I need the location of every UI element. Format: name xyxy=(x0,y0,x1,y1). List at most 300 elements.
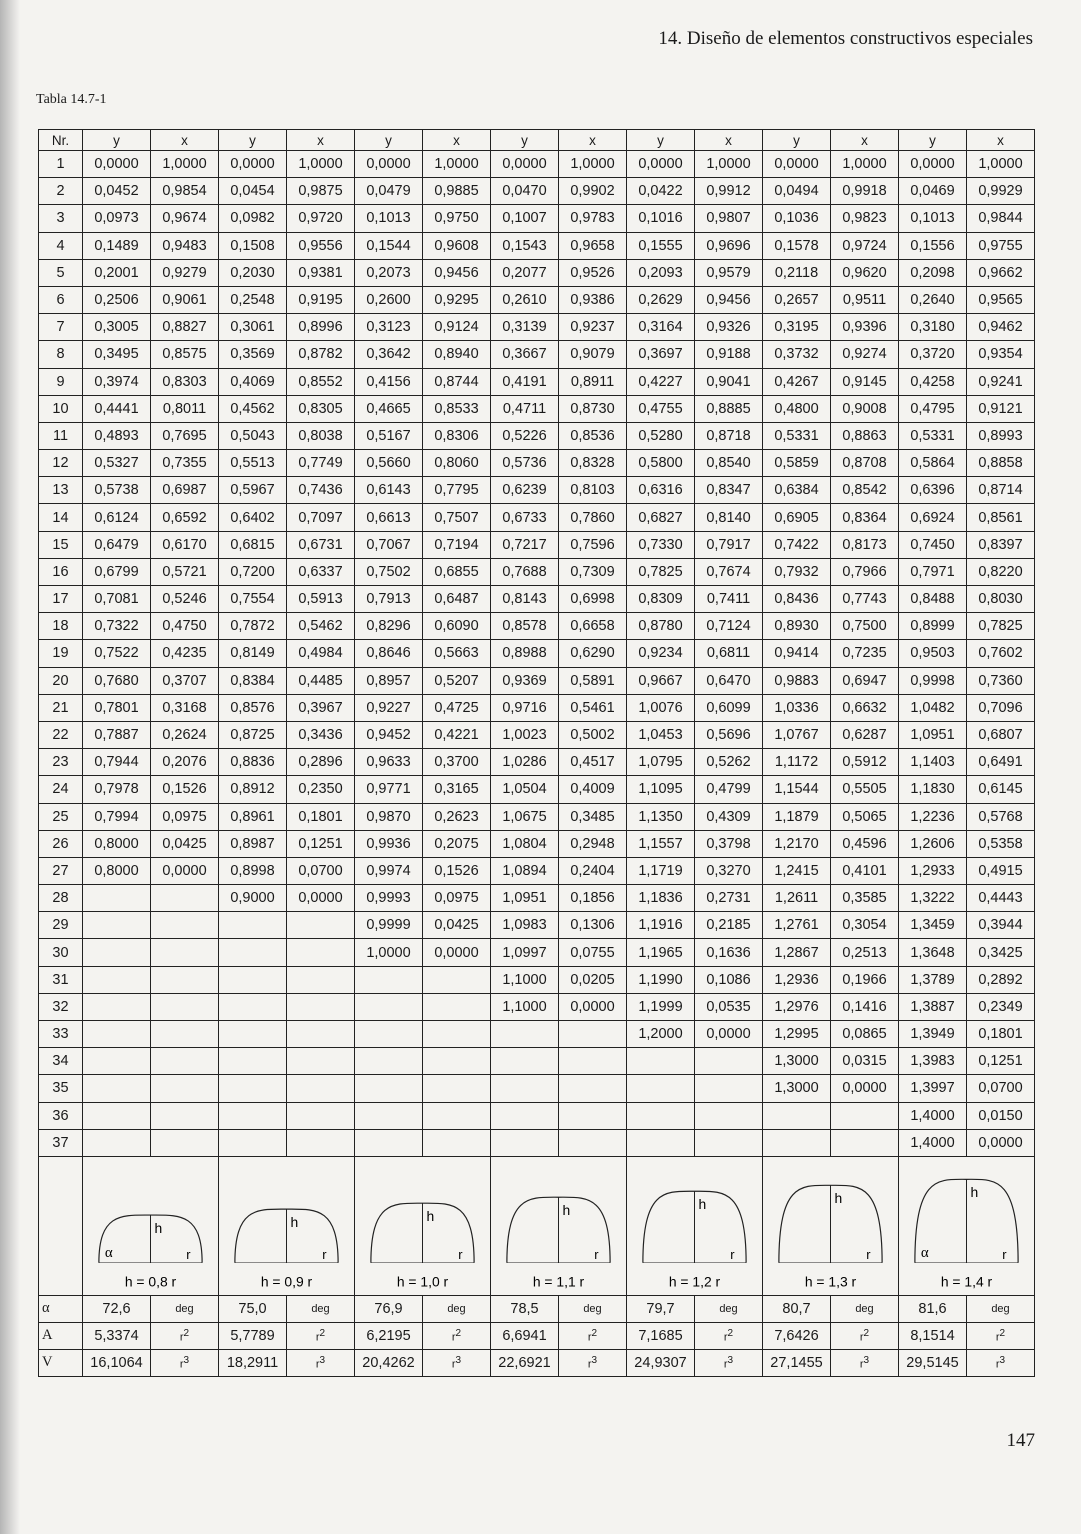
unit-r: r xyxy=(315,1358,320,1371)
profile-diagram-cell xyxy=(899,1156,1035,1295)
table-cell: 0,3495 xyxy=(83,341,151,368)
header-x: x xyxy=(559,130,627,151)
table-cell: 0,5768 xyxy=(967,803,1035,830)
summary-unit xyxy=(967,1295,1035,1322)
table-row xyxy=(39,1102,1035,1129)
table-cell: 1,1916 xyxy=(627,912,695,939)
table-cell xyxy=(83,1048,151,1075)
table-cell: 0,2001 xyxy=(83,259,151,286)
table-cell: 0,8305 xyxy=(287,395,355,422)
table-cell: 0,0470 xyxy=(491,178,559,205)
table-cell: 0,4235 xyxy=(151,640,219,667)
table-cell: 0,8961 xyxy=(219,803,287,830)
table-cell: 0,9195 xyxy=(287,286,355,313)
table-row xyxy=(39,830,1035,857)
summary-unit xyxy=(287,1295,355,1322)
table-cell: 0,9875 xyxy=(287,178,355,205)
table-cell: 0,4221 xyxy=(423,721,491,748)
table-cell: 0,9237 xyxy=(559,314,627,341)
table-cell: 0,8552 xyxy=(287,368,355,395)
table-cell: 0,5331 xyxy=(899,422,967,449)
table-cell: 0,6815 xyxy=(219,531,287,558)
row-number: 2 xyxy=(39,178,83,205)
table-cell: 0,8143 xyxy=(491,586,559,613)
table-cell: 0,3139 xyxy=(491,314,559,341)
table-cell xyxy=(423,993,491,1020)
table-cell: 0,9783 xyxy=(559,205,627,232)
table-cell xyxy=(423,966,491,993)
unit-deg: deg xyxy=(311,1302,330,1315)
table-cell: 0,5167 xyxy=(355,422,423,449)
table-caption: Tabla 14.7-1 xyxy=(36,92,107,107)
radius-label: r xyxy=(1002,1246,1007,1262)
table-cell: 1,0000 xyxy=(695,151,763,178)
table-cell: 0,9658 xyxy=(559,232,627,259)
summary-value: 81,6 xyxy=(899,1295,967,1322)
table-cell: 0,7688 xyxy=(491,558,559,585)
table-cell: 0,1543 xyxy=(491,232,559,259)
summary-unit xyxy=(559,1295,627,1322)
summary-value: 24,9307 xyxy=(627,1349,695,1376)
table-cell: 0,9633 xyxy=(355,749,423,776)
table-cell: 0,3732 xyxy=(763,341,831,368)
table-cell: 1,3648 xyxy=(899,939,967,966)
table-cell: 0,6731 xyxy=(287,531,355,558)
table-cell: 0,2075 xyxy=(423,830,491,857)
table-cell: 0,7932 xyxy=(763,558,831,585)
table-cell: 0,9565 xyxy=(967,286,1035,313)
table-cell: 0,7200 xyxy=(219,558,287,585)
table-cell: 0,4893 xyxy=(83,422,151,449)
table-cell: 0,9526 xyxy=(559,259,627,286)
table-cell xyxy=(151,1021,219,1048)
table-cell: 0,3697 xyxy=(627,341,695,368)
table-cell: 0,9696 xyxy=(695,232,763,259)
table-cell: 0,4562 xyxy=(219,395,287,422)
table-cell: 0,5663 xyxy=(423,640,491,667)
table-cell: 0,7217 xyxy=(491,531,559,558)
table-cell: 0,3707 xyxy=(151,667,219,694)
radius-label: r xyxy=(186,1246,191,1262)
table-cell: 0,9274 xyxy=(831,341,899,368)
header-y: y xyxy=(763,130,831,151)
summary-unit xyxy=(287,1349,355,1376)
table-cell: 0,9667 xyxy=(627,667,695,694)
table-cell: 0,7978 xyxy=(83,776,151,803)
row-number: 28 xyxy=(39,885,83,912)
table-cell: 0,8836 xyxy=(219,749,287,776)
table-cell: 0,7917 xyxy=(695,531,763,558)
table-cell: 0,6855 xyxy=(423,558,491,585)
table-cell: 0,2629 xyxy=(627,286,695,313)
summary-unit xyxy=(423,1295,491,1322)
table-row xyxy=(39,286,1035,313)
table-cell: 1,2867 xyxy=(763,939,831,966)
table-cell: 0,9124 xyxy=(423,314,491,341)
table-cell: 0,1251 xyxy=(967,1048,1035,1075)
height-label: h xyxy=(562,1202,571,1219)
table-cell: 0,9511 xyxy=(831,286,899,313)
table-cell: 0,0700 xyxy=(967,1075,1035,1102)
table-cell: 0,9724 xyxy=(831,232,899,259)
table-cell: 0,0982 xyxy=(219,205,287,232)
table-cell: 0,0452 xyxy=(83,178,151,205)
table-cell: 0,8364 xyxy=(831,504,899,531)
table-cell: 0,5505 xyxy=(831,776,899,803)
row-number: 17 xyxy=(39,586,83,613)
table-cell xyxy=(559,1129,627,1156)
height-label: h xyxy=(154,1219,163,1236)
table-cell: 0,9000 xyxy=(219,885,287,912)
table-cell: 0,3569 xyxy=(219,341,287,368)
summary-value: 29,5145 xyxy=(899,1349,967,1376)
table-cell xyxy=(151,939,219,966)
table-cell: 1,0023 xyxy=(491,721,559,748)
table-cell: 0,9079 xyxy=(559,341,627,368)
table-cell: 0,6170 xyxy=(151,531,219,558)
unit-exponent: 2 xyxy=(999,1328,1006,1340)
table-cell xyxy=(559,1075,627,1102)
table-cell xyxy=(831,1102,899,1129)
table-cell: 0,3165 xyxy=(423,776,491,803)
table-cell: 0,5246 xyxy=(151,586,219,613)
unit-exponent: 2 xyxy=(183,1328,190,1340)
table-row xyxy=(39,1129,1035,1156)
table-cell: 0,0000 xyxy=(831,1075,899,1102)
table-cell: 1,3789 xyxy=(899,966,967,993)
radius-label: r xyxy=(322,1246,327,1262)
table-cell: 0,5738 xyxy=(83,477,151,504)
table-cell: 0,5513 xyxy=(219,450,287,477)
table-cell: 0,9929 xyxy=(967,178,1035,205)
table-cell: 0,6613 xyxy=(355,504,423,531)
table-cell: 0,2548 xyxy=(219,286,287,313)
table-cell: 1,3983 xyxy=(899,1048,967,1075)
table-row xyxy=(39,1021,1035,1048)
summary-unit xyxy=(559,1349,627,1376)
table-cell xyxy=(423,1102,491,1129)
table-cell xyxy=(287,939,355,966)
summary-value: 72,6 xyxy=(83,1295,151,1322)
table-cell: 0,7971 xyxy=(899,558,967,585)
table-cell: 1,1544 xyxy=(763,776,831,803)
header-y: y xyxy=(627,130,695,151)
table-cell: 0,3974 xyxy=(83,368,151,395)
table-cell xyxy=(695,1129,763,1156)
table-cell: 0,9234 xyxy=(627,640,695,667)
table-cell: 0,9902 xyxy=(559,178,627,205)
table-cell: 0,9579 xyxy=(695,259,763,286)
table-cell: 0,9414 xyxy=(763,640,831,667)
table-cell: 0,6316 xyxy=(627,477,695,504)
table-cell: 0,7872 xyxy=(219,613,287,640)
table-cell: 1,0000 xyxy=(151,151,219,178)
table-cell: 0,9354 xyxy=(967,341,1035,368)
table-cell: 1,2415 xyxy=(763,857,831,884)
table-cell: 0,5207 xyxy=(423,667,491,694)
table-cell: 0,7097 xyxy=(287,504,355,531)
profile-diagram xyxy=(899,1159,1034,1295)
table-cell: 0,5002 xyxy=(559,721,627,748)
table-cell xyxy=(627,1129,695,1156)
table-cell xyxy=(287,1102,355,1129)
table-cell: 0,1016 xyxy=(627,205,695,232)
table-cell: 0,9716 xyxy=(491,694,559,721)
table-cell: 0,9936 xyxy=(355,830,423,857)
table-cell: 0,8000 xyxy=(83,857,151,884)
table-cell: 0,9295 xyxy=(423,286,491,313)
table-cell xyxy=(151,966,219,993)
table-row xyxy=(39,504,1035,531)
table-cell xyxy=(423,1129,491,1156)
table-cell: 0,9885 xyxy=(423,178,491,205)
table-cell: 0,7596 xyxy=(559,531,627,558)
summary-value: 22,6921 xyxy=(491,1349,559,1376)
table-cell: 0,5262 xyxy=(695,749,763,776)
ratio-formula: h = 0,9 r xyxy=(260,1273,313,1290)
table-cell: 0,8533 xyxy=(423,395,491,422)
table-cell: 0,8103 xyxy=(559,477,627,504)
table-cell xyxy=(423,1075,491,1102)
table-cell: 0,8718 xyxy=(695,422,763,449)
table-cell: 0,9883 xyxy=(763,667,831,694)
table-cell: 0,3270 xyxy=(695,857,763,884)
table-cell: 0,1856 xyxy=(559,885,627,912)
summary-value: 8,1514 xyxy=(899,1322,967,1349)
table-cell: 1,1557 xyxy=(627,830,695,857)
unit-exponent: 3 xyxy=(319,1355,326,1367)
table-cell: 1,0951 xyxy=(899,721,967,748)
table-cell: 0,8173 xyxy=(831,531,899,558)
table-cell: 0,3798 xyxy=(695,830,763,857)
table-cell: 0,2030 xyxy=(219,259,287,286)
table-cell: 0,9483 xyxy=(151,232,219,259)
table-cell: 0,3164 xyxy=(627,314,695,341)
table-cell: 0,8940 xyxy=(423,341,491,368)
table-cell: 0,2610 xyxy=(491,286,559,313)
table-cell: 1,2236 xyxy=(899,803,967,830)
table-cell xyxy=(287,912,355,939)
table-cell xyxy=(627,1048,695,1075)
table-cell: 0,7436 xyxy=(287,477,355,504)
table-cell: 0,3436 xyxy=(287,721,355,748)
row-number: 23 xyxy=(39,749,83,776)
table-cell: 0,8060 xyxy=(423,450,491,477)
header-y: y xyxy=(355,130,423,151)
table-cell: 1,0804 xyxy=(491,830,559,857)
table-cell: 0,8540 xyxy=(695,450,763,477)
unit-exponent: 2 xyxy=(455,1328,462,1340)
table-cell: 0,8957 xyxy=(355,667,423,694)
table-cell: 0,9369 xyxy=(491,667,559,694)
table-cell xyxy=(219,1048,287,1075)
table-cell: 1,0000 xyxy=(287,151,355,178)
summary-unit xyxy=(967,1349,1035,1376)
header-nr: Nr. xyxy=(39,130,83,151)
table-cell: 0,7674 xyxy=(695,558,763,585)
unit-r: r xyxy=(723,1331,728,1344)
row-number: 8 xyxy=(39,341,83,368)
table-cell: 0,9503 xyxy=(899,640,967,667)
height-label: h xyxy=(426,1207,435,1224)
table-cell: 1,1095 xyxy=(627,776,695,803)
table-cell: 0,9870 xyxy=(355,803,423,830)
summary-unit xyxy=(831,1349,899,1376)
unit-exponent: 3 xyxy=(183,1355,190,1367)
table-cell: 0,8384 xyxy=(219,667,287,694)
table-cell: 0,7602 xyxy=(967,640,1035,667)
table-cell: 0,6799 xyxy=(83,558,151,585)
table-cell: 0,9241 xyxy=(967,368,1035,395)
table-cell: 1,0767 xyxy=(763,721,831,748)
table-row xyxy=(39,205,1035,232)
table-cell: 0,8827 xyxy=(151,314,219,341)
row-number: 29 xyxy=(39,912,83,939)
table-cell: 0,4750 xyxy=(151,613,219,640)
table-cell: 1,1830 xyxy=(899,776,967,803)
table-cell: 1,1403 xyxy=(899,749,967,776)
table-cell: 0,2731 xyxy=(695,885,763,912)
table-cell: 0,1801 xyxy=(287,803,355,830)
table-cell xyxy=(83,1075,151,1102)
table-cell: 0,8436 xyxy=(763,586,831,613)
summary-value: 16,1064 xyxy=(83,1349,151,1376)
table-cell: 1,1719 xyxy=(627,857,695,884)
table-row xyxy=(39,694,1035,721)
table-cell: 0,4517 xyxy=(559,749,627,776)
table-row xyxy=(39,966,1035,993)
table-cell: 0,7887 xyxy=(83,721,151,748)
row-number: 5 xyxy=(39,259,83,286)
page-edge-shadow xyxy=(0,0,20,1534)
table-cell: 0,0000 xyxy=(151,857,219,884)
table-cell xyxy=(355,966,423,993)
table-cell xyxy=(219,1102,287,1129)
table-cell: 0,6145 xyxy=(967,776,1035,803)
table-cell: 0,8140 xyxy=(695,504,763,531)
table-cell: 0,0000 xyxy=(695,1021,763,1048)
table-row xyxy=(39,477,1035,504)
table-cell: 0,4069 xyxy=(219,368,287,395)
table-cell: 0,9061 xyxy=(151,286,219,313)
profile-diagram xyxy=(491,1159,626,1295)
table-cell: 1,0482 xyxy=(899,694,967,721)
table-cell: 0,7194 xyxy=(423,531,491,558)
table-cell: 1,1836 xyxy=(627,885,695,912)
profile-diagram xyxy=(219,1159,354,1295)
table-cell: 0,4443 xyxy=(967,885,1035,912)
radius-label: r xyxy=(458,1246,463,1262)
unit-exponent: 3 xyxy=(727,1355,734,1367)
table-cell: 0,7360 xyxy=(967,667,1035,694)
table-cell xyxy=(83,939,151,966)
header-y: y xyxy=(219,130,287,151)
table-cell: 0,9662 xyxy=(967,259,1035,286)
table-row xyxy=(39,613,1035,640)
table-row xyxy=(39,368,1035,395)
table-cell: 0,7680 xyxy=(83,667,151,694)
row-number: 37 xyxy=(39,1129,83,1156)
table-cell: 0,3061 xyxy=(219,314,287,341)
table-cell: 0,5462 xyxy=(287,613,355,640)
table-cell: 0,5891 xyxy=(559,667,627,694)
unit-deg: deg xyxy=(719,1302,738,1315)
table-cell xyxy=(83,912,151,939)
table-cell xyxy=(763,1102,831,1129)
table-cell: 0,6998 xyxy=(559,586,627,613)
table-cell: 0,1801 xyxy=(967,1021,1035,1048)
table-cell: 1,1000 xyxy=(491,966,559,993)
table-cell: 0,5912 xyxy=(831,749,899,776)
table-cell: 0,9854 xyxy=(151,178,219,205)
table-cell: 1,2606 xyxy=(899,830,967,857)
row-number: 1 xyxy=(39,151,83,178)
summary-row-v xyxy=(39,1349,1035,1376)
unit-deg: deg xyxy=(991,1302,1010,1315)
table-cell xyxy=(287,1129,355,1156)
table-cell: 0,2623 xyxy=(423,803,491,830)
table-cell: 0,5461 xyxy=(559,694,627,721)
table-cell: 0,9008 xyxy=(831,395,899,422)
profile-diagram xyxy=(355,1159,490,1295)
table-cell: 0,3195 xyxy=(763,314,831,341)
unit-r: r xyxy=(723,1358,728,1371)
table-cell: 0,4596 xyxy=(831,830,899,857)
table-cell: 0,8911 xyxy=(559,368,627,395)
summary-unit xyxy=(423,1349,491,1376)
summary-value: 27,1455 xyxy=(763,1349,831,1376)
diagram-row xyxy=(39,1156,1035,1295)
table-cell: 0,7096 xyxy=(967,694,1035,721)
table-cell: 0,2350 xyxy=(287,776,355,803)
table-cell: 1,2976 xyxy=(763,993,831,1020)
row-number: 22 xyxy=(39,721,83,748)
table-cell: 0,1013 xyxy=(355,205,423,232)
table-cell: 1,0983 xyxy=(491,912,559,939)
table-cell xyxy=(355,1102,423,1129)
profile-diagram-cell xyxy=(491,1156,627,1295)
unit-exponent: 2 xyxy=(591,1328,598,1340)
summary-value: 78,5 xyxy=(491,1295,559,1322)
table-cell: 0,7522 xyxy=(83,640,151,667)
table-cell: 0,6905 xyxy=(763,504,831,531)
table-cell: 0,0479 xyxy=(355,178,423,205)
summary-unit xyxy=(151,1322,219,1349)
table-cell: 0,2896 xyxy=(287,749,355,776)
table-cell xyxy=(219,912,287,939)
unit-exponent: 3 xyxy=(591,1355,598,1367)
table-cell: 1,1999 xyxy=(627,993,695,1020)
table-cell: 0,5358 xyxy=(967,830,1035,857)
table-cell: 0,0535 xyxy=(695,993,763,1020)
table-cell: 0,0000 xyxy=(287,885,355,912)
table-cell: 0,5331 xyxy=(763,422,831,449)
table-cell: 0,5967 xyxy=(219,477,287,504)
table-cell: 0,9807 xyxy=(695,205,763,232)
table-cell: 0,7124 xyxy=(695,613,763,640)
header-x: x xyxy=(831,130,899,151)
table-cell: 0,9720 xyxy=(287,205,355,232)
summary-unit xyxy=(151,1349,219,1376)
table-cell: 0,7081 xyxy=(83,586,151,613)
table-cell: 0,3667 xyxy=(491,341,559,368)
table-row xyxy=(39,232,1035,259)
table-cell: 0,3425 xyxy=(967,939,1035,966)
table-cell: 1,3949 xyxy=(899,1021,967,1048)
table-cell: 1,2936 xyxy=(763,966,831,993)
row-number: 34 xyxy=(39,1048,83,1075)
ratio-formula: h = 0,8 r xyxy=(124,1273,177,1290)
